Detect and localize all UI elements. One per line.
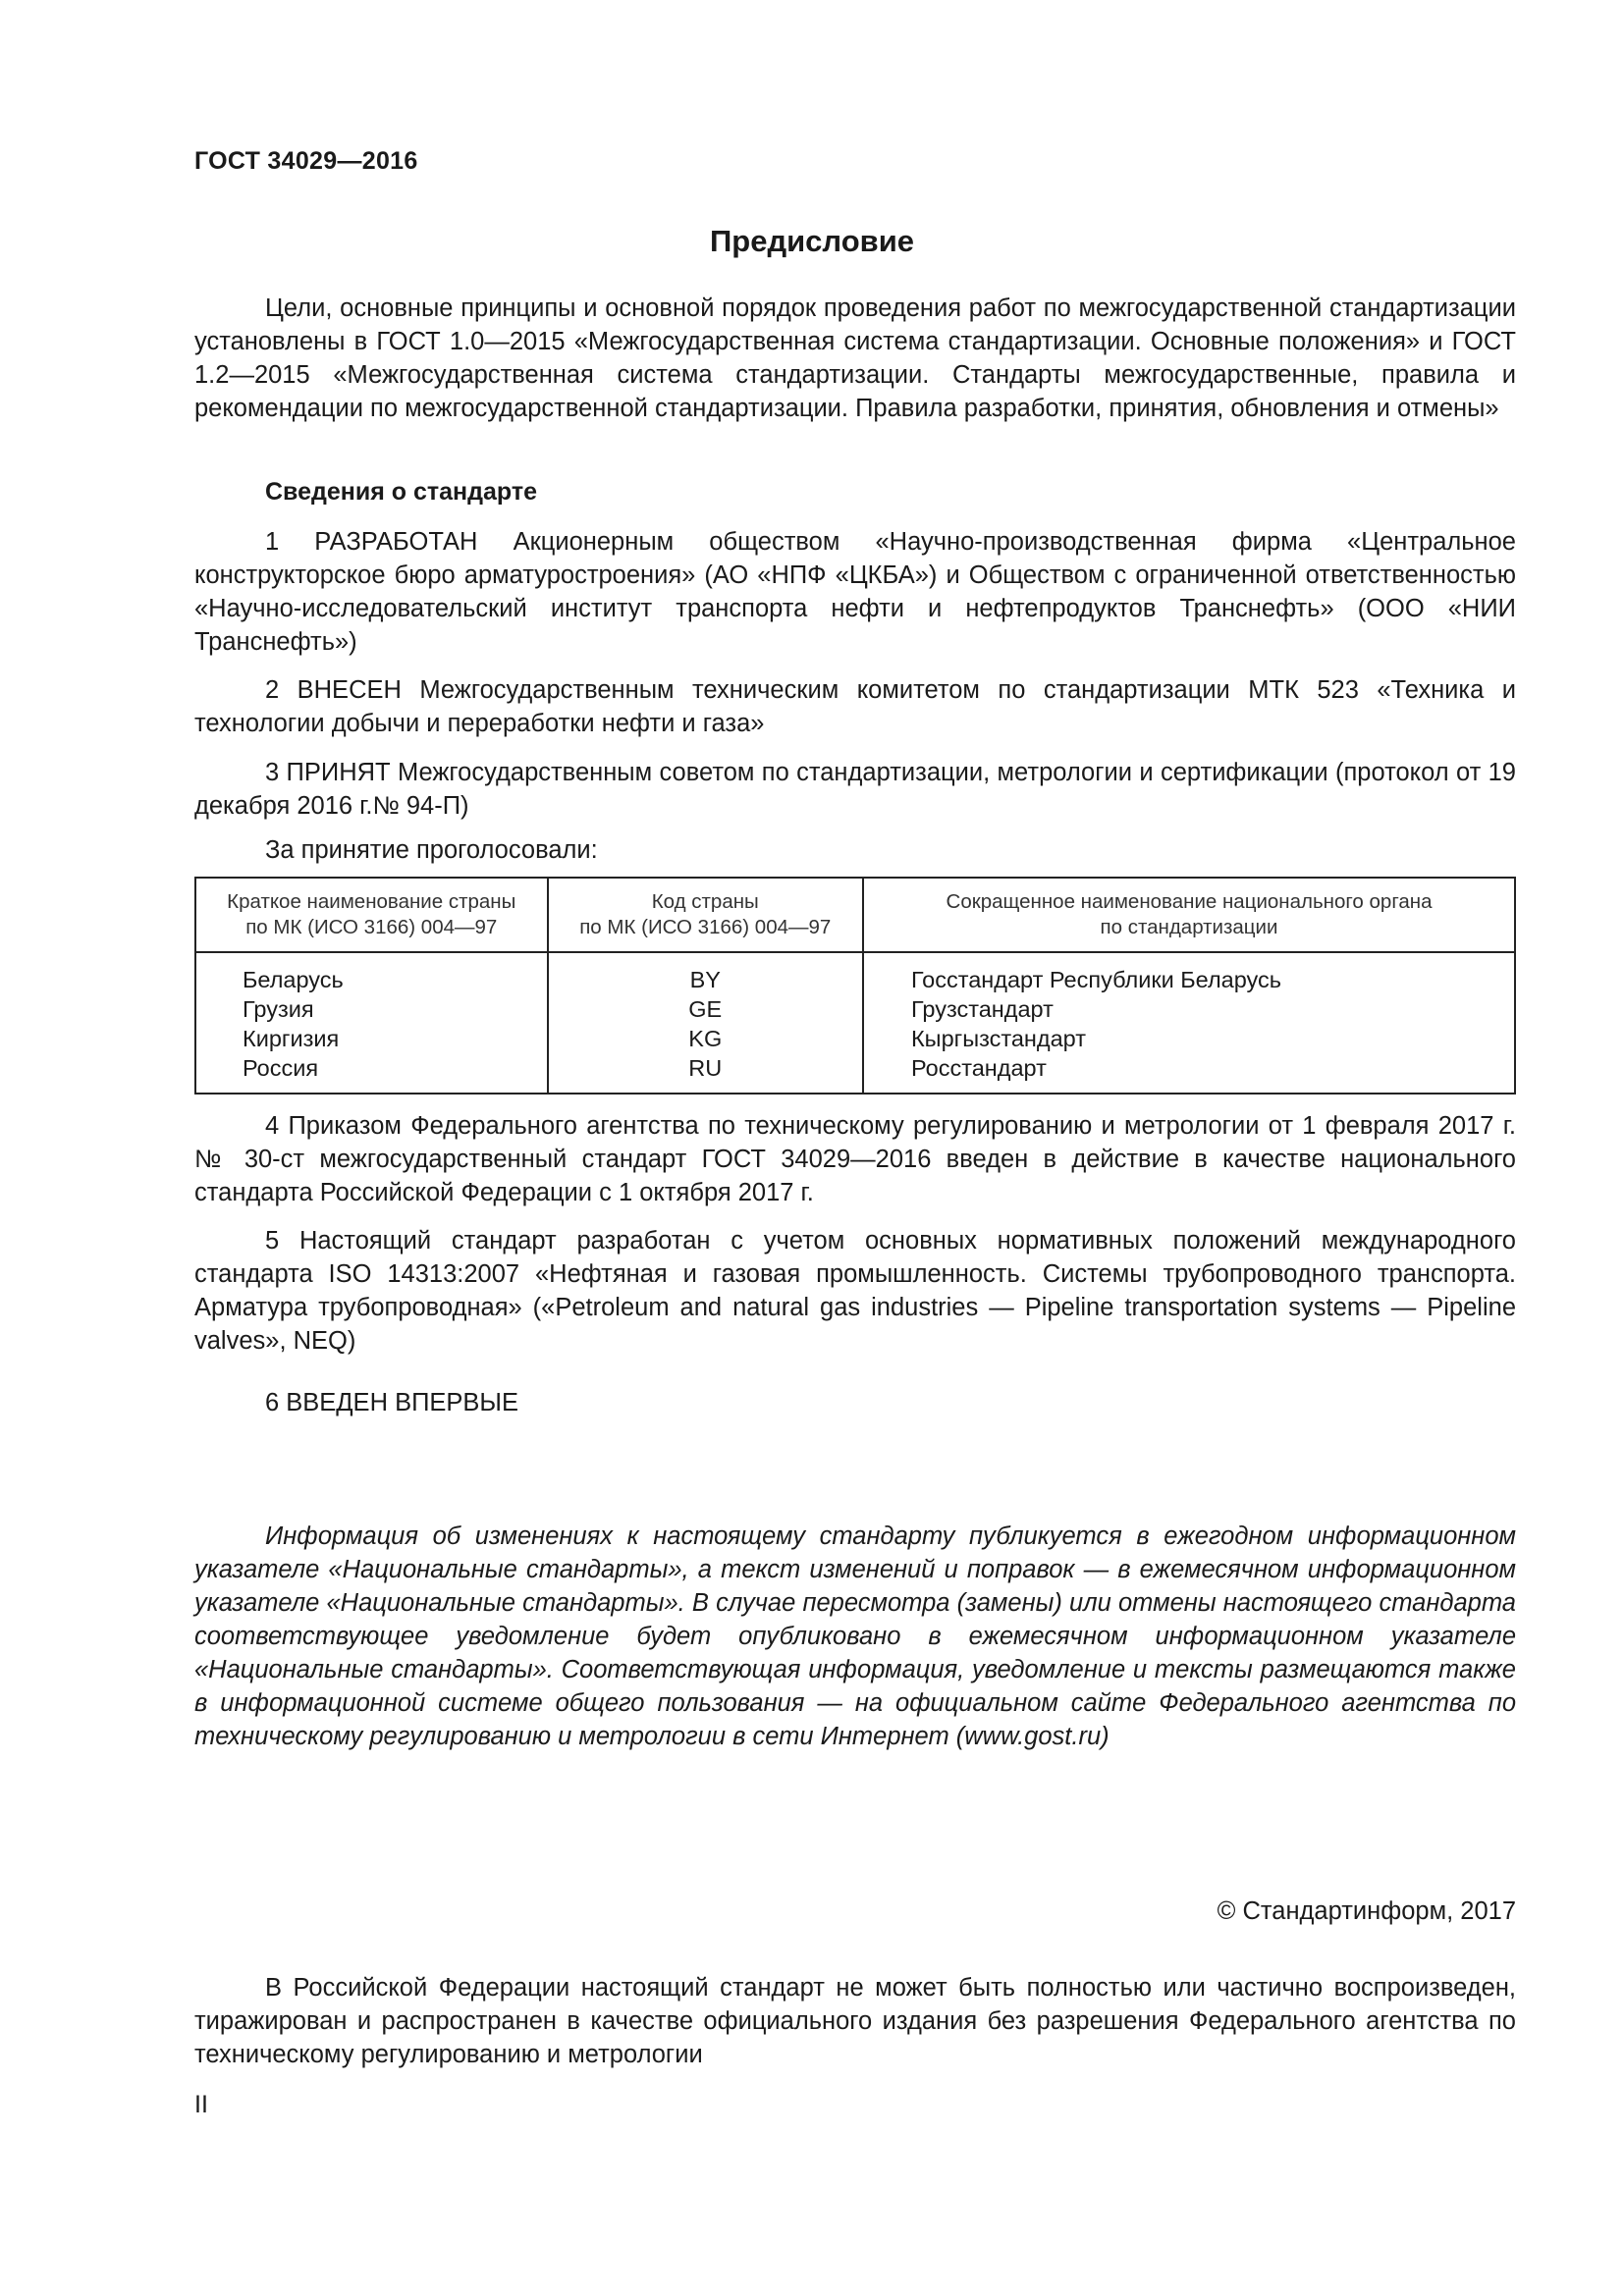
national-body: Грузстандарт	[910, 996, 1054, 1022]
info-heading: Сведения о стандарте	[265, 478, 538, 506]
item-adopted: 3 ПРИНЯТ Межгосударственным советом по стандартизации, метрологии и сертификации (протокол от 19 декабря 2016 г.№ 94-П)	[194, 759, 1516, 820]
national-body: Госстандарт Республики Беларусь	[910, 967, 1282, 992]
country-name: Россия	[243, 1055, 319, 1081]
document-code-header: ГОСТ 34029—2016	[194, 147, 418, 175]
page-title: Предисловие	[709, 224, 914, 258]
country-code: RU	[688, 1055, 723, 1081]
voted-label: За принятие проголосовали:	[265, 836, 598, 864]
national-body: Кыргызстандарт	[910, 1026, 1087, 1051]
item-basis: 5 Настоящий стандарт разработан с учетом основных нормативных положений международного стандарта ISO 14313:2007 «Нефтяная и газовая промышленность. Системы трубопроводного транспорта. Арматура трубопроводная» («Petroleum and natural gas industries — Pipeline transportation systems — Pipeline valves», NEQ)	[194, 1227, 1516, 1355]
country-codes-cell	[548, 952, 863, 1094]
intro-paragraph: Цели, основные принципы и основной порядок проведения работ по межгосударственной стандартизации установлены в ГОСТ 1.0—2015 «Межгосударственная система стандартизации. Основные положения» и ГОСТ 1.2—2015 «Межгосударственная система стандартизации. Стандарты межгосударственные, правила и рекомендации по межгосударственной стандартизации. Правила разработки, принятия, обновления и отмены»	[194, 294, 1516, 422]
country-name: Киргизия	[243, 1026, 340, 1051]
item-first: 6 ВВЕДЕН ВПЕРВЫЕ	[265, 1389, 519, 1416]
column-header-body: Сокращенное наименование национального органа по стандартизации	[863, 878, 1515, 952]
item-developed: 1 РАЗРАБОТАН Акционерным обществом «Научно-производственная фирма «Центральное конструкторское бюро арматуростроения» (АО «НПФ «ЦКБА») и Обществом с ограниченной ответственностью «Научно-исследовательский институт транспорта нефти и нефтепродуктов Транснефть» (ООО «НИИ Транснефть»)	[194, 528, 1516, 656]
item-introduced: 2 ВНЕСЕН Межгосударственным техническим комитетом по стандартизации МТК 523 «Техника и технологии добычи и переработки нефти и газа»	[194, 676, 1516, 737]
notice-paragraph: Информация об изменениях к настоящему стандарту публикуется в ежегодном информационном указателе «Национальные стандарты», а текст изменений и поправок — в ежемесячном информационном указателе «Национальные стандарты». В случае пересмотра (замены) или отмены настоящего стандарта соответствующее уведомление будет опубликовано в ежемесячном информационном указателе «Национальные стандарты». Соответствующая информация, уведомление и тексты размещаются также в информационной системе общего пользования — на официальном сайте Федерального агентства по техническому регулированию и метрологии в сети Интернет (www.gost.ru)	[194, 1522, 1516, 1750]
column-header-country: Краткое наименование страны по МК (ИСО 3166) 004—97	[195, 878, 548, 952]
country-code: BY	[689, 967, 721, 992]
table-row	[195, 952, 1515, 1094]
country-code: KG	[688, 1026, 723, 1051]
country-names-cell	[195, 952, 548, 1094]
column-header-code: Код страны по МК (ИСО 3166) 004—97	[548, 878, 863, 952]
national-bodies-cell	[863, 952, 1515, 1094]
rights-paragraph: В Российской Федерации настоящий стандарт не может быть полностью или частично воспроизведен, тиражирован и распространен в качестве официального издания без разрешения Федерального агентства по техническому регулированию и метрологии	[194, 1974, 1516, 2068]
copyright-line: © Стандартинформ, 2017	[1217, 1897, 1516, 1925]
table-header-row	[195, 878, 1515, 952]
country-code: GE	[688, 996, 723, 1022]
item-order: 4 Приказом Федерального агентства по техническому регулированию и метрологии от 1 февраля 2017 г. № 30-ст межгосударственный стандарт ГОСТ 34029—2016 введен в действие в качестве национального стандарта Российской Федерации с 1 октября 2017 г.	[194, 1112, 1516, 1206]
country-name: Беларусь	[243, 967, 344, 992]
voting-table	[194, 877, 1516, 1095]
national-body: Росстандарт	[910, 1055, 1047, 1081]
country-name: Грузия	[243, 996, 314, 1022]
page-number: II	[194, 2091, 208, 2118]
